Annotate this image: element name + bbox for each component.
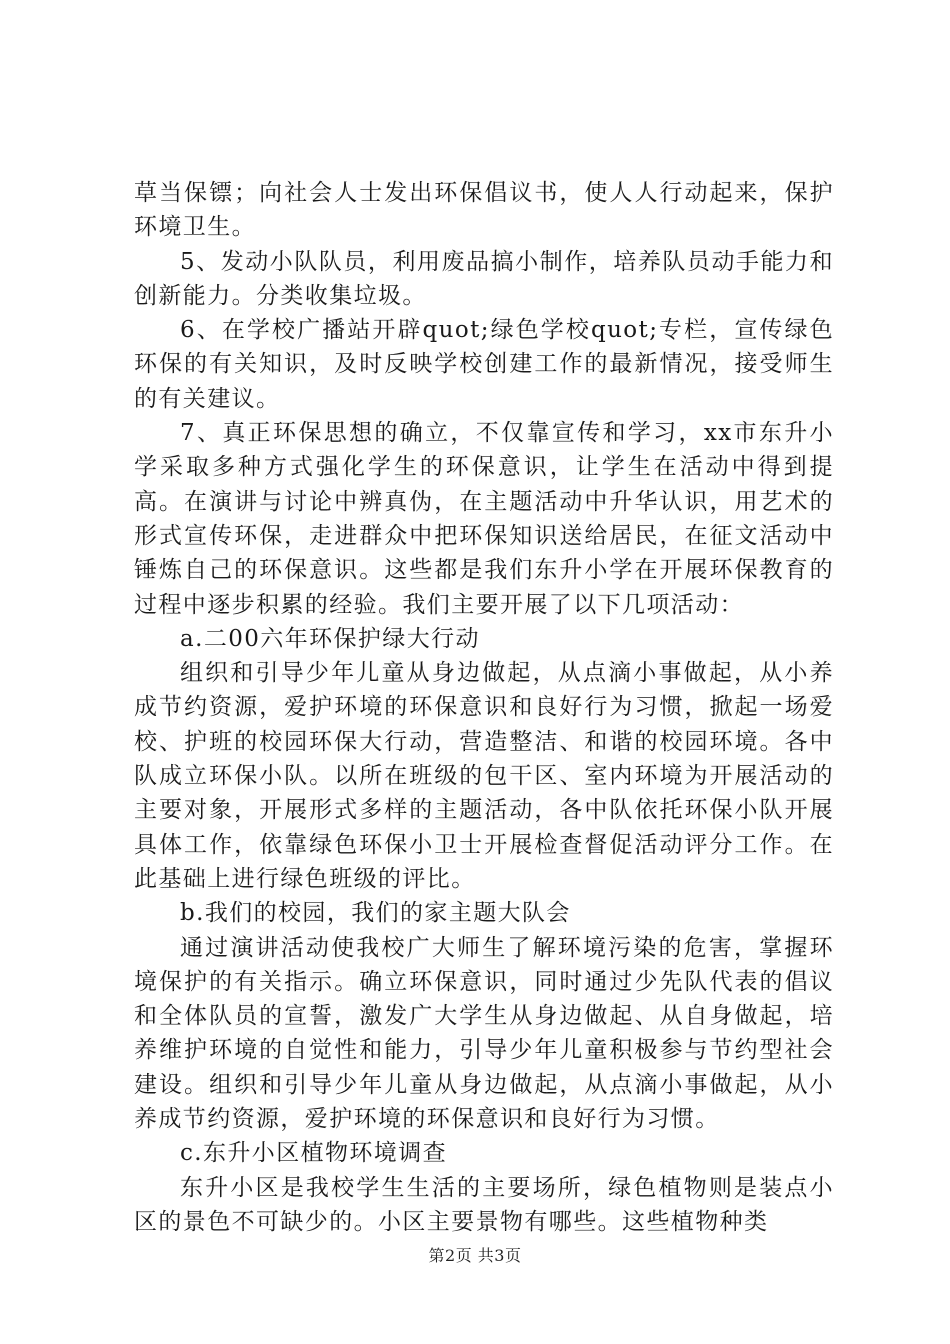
page-number-footer: 第2页 共3页 <box>428 1246 522 1265</box>
paragraph: 7、真正环保思想的确立，不仅靠宣传和学习，xx市东升小学采取多种方式强化学生的环保意识，让学生在活动中得到提高。在演讲与讨论中辨真伪，在主题活动中升华认识，用艺术的形式宣传环保，走进群众中把环保知识送给居民，在征文活动中锤炼自己的环保意识。这些都是我们东升小学在开展环保教育的过程中逐步积累的经验。我们主要开展了以下几项活动： <box>134 420 834 618</box>
paragraph: 组织和引导少年儿童从身边做起，从点滴小事做起，从小养成节约资源，爱护环境的环保意识和良好行为习惯，掀起一场爱校、护班的校园环保大行动，营造整洁、和谐的校园环境。各中队成立环保小队。以所在班级的包干区、室内环境为开展活动的主要对象，开展形式多样的主题活动，各中队依托环保小队开展具体工作，依靠绿色环保小卫士开展检查督促活动评分工作。在此基础上进行绿色班级的评比。 <box>134 660 834 892</box>
paragraph: 东升小区是我校学生生活的主要场所，绿色植物则是装点小区的景色不可缺少的。小区主要景物有哪些。这些植物种类 <box>134 1174 834 1235</box>
paragraph: 6、在学校广播站开辟quot;绿色学校quot;专栏，宣传绿色环保的有关知识，及时反映学校创建工作的最新情况，接受师生的有关建议。 <box>134 317 834 412</box>
section-heading: c.东升小区植物环境调查 <box>180 1140 447 1167</box>
document-body <box>134 176 834 1239</box>
paragraph: 通过演讲活动使我校广大师生了解环境污染的危害，掌握环境保护的有关指示。确立环保意识，同时通过少先队代表的倡议和全体队员的宣誓，激发广大学生从身边做起、从自身做起，培养维护环境的自觉性和能力，引导少年儿童积极参与节约型社会建设。组织和引导少年儿童从身边做起，从点滴小事做起，从小养成节约资源，爱护环境的环保意识和良好行为习惯。 <box>134 934 834 1133</box>
paragraph: 5、发动小队队员，利用废品搞小制作，培养队员动手能力和创新能力。分类收集垃圾。 <box>134 248 834 309</box>
section-heading: b.我们的校园，我们的家主题大队会 <box>180 900 571 927</box>
paragraph: 草当保镖；向社会人士发出环保倡议书，使人人行动起来，保护环境卫生。 <box>134 180 834 241</box>
section-heading: a.二00六年环保护绿大行动 <box>180 625 480 652</box>
